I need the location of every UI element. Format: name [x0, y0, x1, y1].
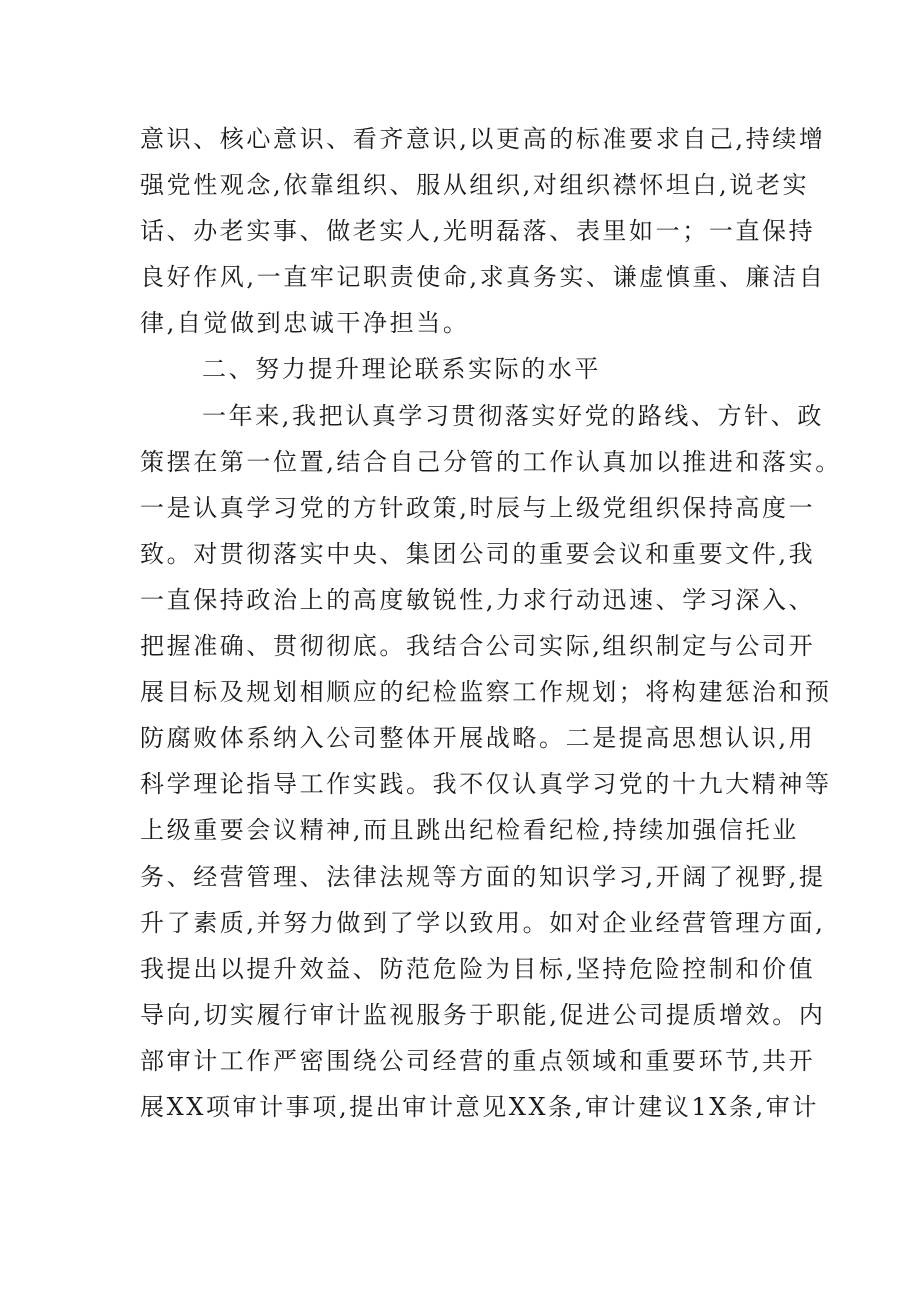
text-line-13: 展目标及规划相顺应的纪检监察工作规划；将构建惩治和预 [140, 678, 832, 707]
text-line-15: 科学理论指导工作实践。我不仅认真学习党的十九大精神等 [140, 770, 832, 799]
text-line-18: 升了素质,并努力做到了学以致用。如对企业经营管理方面, [140, 908, 826, 937]
text-line-9: 一是认真学习党的方针政策,时辰与上级党组织保持高度一 [140, 493, 816, 522]
text-line-2: 强党性观念,依靠组织、服从组织,对组织襟怀坦白,说老实 [140, 171, 810, 200]
text-line-12: 把握准确、贯彻彻底。我结合公司实际,组织制定与公司开 [140, 632, 816, 661]
text-line-16: 上级重要会议精神,而且跳出纪检看纪检,持续加强信托业 [140, 816, 799, 845]
text-line-21: 部审计工作严密围绕公司经营的重点领域和重要环节,共开 [140, 1046, 816, 1075]
text-line-17: 务、经营管理、法律法规等方面的知识学习,开阔了视野,提 [140, 862, 826, 891]
text-line-22: 展XX项审计事项,提出审计意见XX条,审计建议1X条,审计 [140, 1092, 819, 1121]
document-body [140, 116, 842, 1130]
text-line-3: 话、办老实事、做老实人,光明磊落、表里如一；一直保持 [140, 217, 816, 246]
text-line-19: 我提出以提升效益、防范危险为目标,坚持危险控制和价值 [140, 954, 816, 983]
text-line-8: 策摆在第一位置,结合自己分管的工作认真加以推进和落实。 [140, 447, 842, 476]
text-line-4: 良好作风,一直牢记职责使命,求真务实、谦虚慎重、廉洁自 [140, 263, 826, 292]
paragraph-first-line: 一年来,我把认真学习贯彻落实好党的路线、方针、政 [202, 401, 825, 430]
text-line-14: 防腐败体系纳入公司整体开展战略。二是提高思想认识,用 [140, 724, 816, 753]
text-line-11: 一直保持政治上的高度敏锐性,力求行动迅速、学习深入、 [140, 585, 816, 614]
text-line-10: 致。对贯彻落实中央、集团公司的重要会议和重要文件,我 [140, 539, 816, 568]
text-line-1: 意识、核心意识、看齐意识,以更高的标准要求自己,持续增 [140, 125, 826, 153]
section-heading: 二、努力提升理论联系实际的水平 [202, 355, 601, 384]
text-line-5: 律,自觉做到忠诚干净担当。 [140, 309, 470, 338]
text-line-20: 导向,切实履行审计监视服务于职能,促进公司提质增效。内 [140, 1000, 826, 1029]
